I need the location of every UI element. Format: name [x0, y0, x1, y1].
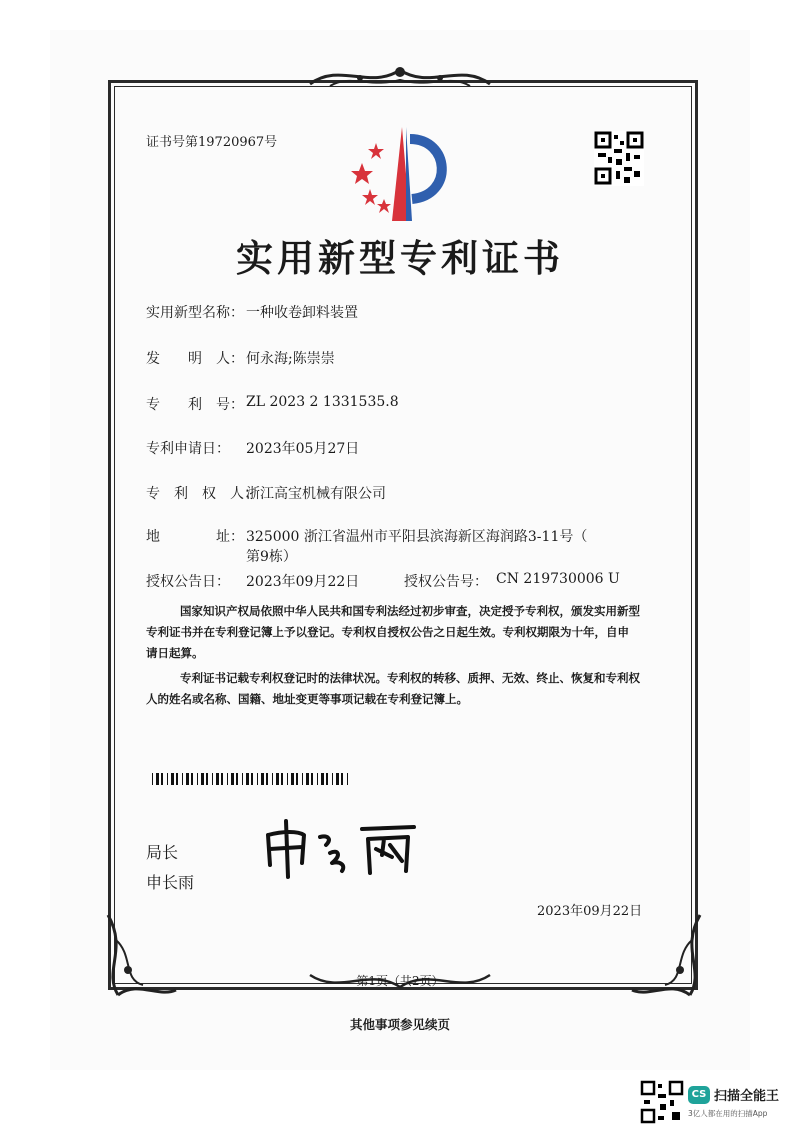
- page-number: 第1页（共2页）: [356, 974, 444, 988]
- top-ornament: [300, 60, 500, 96]
- field-value-line2: 第9栋）: [246, 549, 297, 565]
- field-label: 发 明 人：: [146, 351, 244, 367]
- field-value: 浙江高宝机械有限公司: [246, 486, 386, 502]
- handwritten-signature: [258, 815, 418, 880]
- field-label: 专 利 号：: [146, 397, 244, 413]
- app-logo-icon: CS: [688, 1086, 710, 1104]
- paragraph-line: 国家知识产权局依照中华人民共和国专利法经过初步审查，决定授予专利权，颁发实用新型: [180, 604, 640, 618]
- field-label: 专利申请日：: [146, 441, 230, 457]
- field-address: [146, 526, 244, 546]
- field-patent-number: [146, 394, 244, 414]
- field-value: 何永海;陈崇崇: [246, 351, 335, 367]
- paragraph-line: 请日起算。: [146, 646, 204, 660]
- field-patentee: [146, 483, 258, 503]
- field-value: 一种收卷卸料装置: [246, 305, 358, 321]
- field-label: 实用新型名称：: [146, 305, 244, 321]
- field-label: 地 址：: [146, 529, 244, 545]
- signatory-name: 申长雨: [146, 873, 195, 892]
- field-value: ZL 2023 2 1331535.8: [246, 394, 399, 410]
- app-qr-code: [640, 1080, 684, 1124]
- field-grant-number: CN 219730006 U: [496, 571, 620, 587]
- legal-status-statement: [146, 668, 666, 710]
- field-inventors: [146, 348, 244, 368]
- sign-date: 2023年09月22日: [537, 904, 643, 919]
- barcode: [152, 773, 352, 785]
- qr-code: [594, 131, 644, 186]
- certificate-number: 证书号第19720967号: [146, 135, 278, 150]
- field-value: 2023年05月27日: [246, 441, 360, 457]
- signatory-role: 局长: [146, 843, 179, 862]
- app-name: 扫描全能王: [714, 1089, 780, 1104]
- paragraph-line: 专利证书并在专利登记簿上予以登记。专利权自授权公告之日起生效。专利权期限为十年，自申: [146, 625, 629, 639]
- field-grant-number-label: 授权公告号：: [404, 574, 488, 590]
- paragraph-line: 人的姓名或名称、国籍、地址变更等事项记载在专利登记簿上。: [146, 692, 468, 706]
- field-grant-date-label: 授权公告日：: [146, 574, 230, 590]
- app-slogan: 3亿人都在用的扫描App: [688, 1109, 768, 1118]
- cnipa-logo: [350, 125, 460, 225]
- field-value: 325000 浙江省温州市平阳县滨海新区海润路3-11号（: [246, 529, 588, 545]
- field-application-date: [146, 438, 230, 458]
- continued-note: 其他事项参见续页: [349, 1017, 450, 1032]
- field-label: 专 利 权 人：: [146, 486, 258, 502]
- paragraph-line: 专利证书记载专利权登记时的法律状况。专利权的转移、质押、无效、终止、恢复和专利权: [180, 671, 640, 685]
- field-utility-model-name: [146, 302, 244, 322]
- certificate-title: 实用新型专利证书: [236, 237, 564, 280]
- field-grant-date: 2023年09月22日: [246, 574, 360, 590]
- grant-statement: [146, 601, 666, 664]
